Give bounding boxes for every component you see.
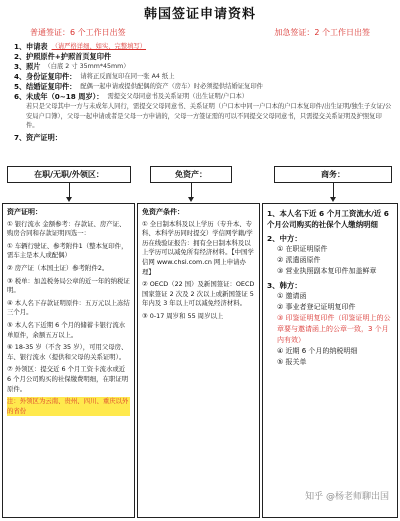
- list-item: ① 邀请函: [277, 292, 307, 300]
- requirement-number: 4、: [14, 72, 27, 81]
- express-visa-note: 加急签证：2 个工作日出签: [274, 28, 370, 37]
- requirement-desc: （请严格详细、如实、完整填写）: [51, 43, 147, 50]
- panel-heading: 免资产条件：: [142, 208, 184, 216]
- minor-note: 若只是父母其中一方与未成年人同行，需提交父母同意书、关系证明（户口本中同一户口本的户口本复印件/出生证明/独生子女证/公安局户口簿），父母一起申请或者是父母一方申请的，父母一方签证需的可以不同提交父母同意书，只需提交关系证明及护照复印件。: [26, 103, 392, 129]
- list-item: ① 在职证明原件: [277, 245, 328, 253]
- requirement-item: [14, 92, 394, 102]
- requirement-name: 身份证复印件：: [26, 72, 77, 81]
- category-employed: 在职/无职/外领区：: [7, 166, 131, 183]
- employed-panel: [2, 203, 135, 518]
- requirement-item: [14, 82, 394, 92]
- requirement-number: 1、: [14, 42, 27, 51]
- requirement-name: 未成年（0~18 周岁）：: [26, 92, 104, 101]
- list-item: ⑥ 18-35 岁（不含 35 岁），可用父母房、车、银行流水（提供和父母的关系证明）。: [7, 343, 128, 361]
- requirement-desc: 需提交父母同意书及关系证明（出生证明/户口本）: [107, 93, 249, 100]
- list-item: ④ 本人名下存款证明原件：五万元以上冻结三个月。: [7, 298, 130, 317]
- requirement-number: 6、: [14, 92, 27, 101]
- list-item: ③ 营业执照副本复印件加盖鲜章: [277, 267, 377, 275]
- requirement-number: 3、: [14, 62, 27, 71]
- arrow-down-icon: [330, 197, 336, 202]
- watermark: 知乎 @杨老师聊出国: [302, 488, 392, 503]
- list-item: ⑤ 报关单: [277, 358, 307, 366]
- category-business: 商务：: [274, 166, 392, 183]
- list-item: ① 全日制本科及以上学历（专升本、专科、本科学历同时提交）学信网学籍/学历在线验证报告：拥有全日制本科及以上学历可以减免所有经济材料。【中国学信网 www.chsi.com.cn 网上申请办理】: [142, 219, 254, 276]
- business-intro: 1、本人名下近 6 个月工资流水/近 6 个月公司购买的社保个人缴纳明细: [267, 209, 389, 229]
- requirement-item: [14, 133, 394, 143]
- requirement-desc: 配偶一起申请或提供配偶的资产（房车）时必须提供结婚证复印件: [80, 83, 263, 90]
- requirement-desc: 请将正反面复印在同一张 A4 纸上: [80, 73, 175, 80]
- category-exempt: 免资产：: [150, 166, 232, 183]
- list-item: ② 房产证（本国土证）参考附件2。: [7, 263, 109, 272]
- connector-line: [191, 183, 192, 197]
- requirement-number: 2、: [14, 52, 27, 61]
- requirement-name: 照片: [26, 62, 41, 71]
- connector-line: [69, 183, 70, 197]
- requirement-item: [14, 52, 394, 62]
- list-item: ② 派遣函原件: [277, 256, 321, 264]
- requirement-item: [14, 42, 394, 52]
- list-item: ① 车辆行驶证、参考附件1（整本复印件，需车主是本人或配偶）: [7, 241, 128, 260]
- normal-visa-note: 普通签证：6 个工作日出签: [30, 28, 126, 37]
- requirements-list: [14, 42, 394, 143]
- connector-line: [333, 183, 334, 197]
- requirement-number: 7、: [14, 132, 27, 142]
- list-item: ① 银行流水 金额参考：存款证、房产证、购房合同和存款证明四选一：: [7, 219, 126, 238]
- china-side-heading: 2、中方：: [267, 234, 302, 243]
- panel-footnote: 注：外领区为云南、贵州、四川、重庆以外的省份: [7, 397, 129, 415]
- requirement-item: [14, 62, 394, 72]
- list-item: ⑦ 外领区：提交近 6 个月工资卡流水或近 6 个月公司购买的社保缴费明细，在职证明原件。: [7, 365, 129, 393]
- arrow-down-icon: [188, 197, 194, 202]
- page-title: 韩国签证申请资料: [143, 7, 256, 22]
- exempt-panel: [137, 203, 260, 518]
- business-panel: [262, 203, 398, 518]
- list-item: ⑤ 本人名下近期 6 个月的储蓄卡银行流水单原件，余额五万以上。: [7, 320, 126, 339]
- panel-heading: 资产证明：: [7, 208, 42, 216]
- list-item: ② OECD（22 国）及新国签证：OECD国家签证 2 次及 2 次以上或新国签证 5 年内及 3 年以上可以减免经济材料。: [142, 280, 255, 308]
- list-item: ③ 印鉴证明复印件（印鉴证明上的公章要与邀请函上的公章一致，3 个月内有效）: [277, 314, 391, 344]
- arrow-down-icon: [66, 197, 72, 202]
- requirement-item: [14, 72, 394, 82]
- list-item: ③ 0-17 周岁和 55 周岁以上: [142, 311, 224, 320]
- requirement-name: 资产证明：: [26, 132, 62, 142]
- requirement-name: 结婚证复印件：: [26, 82, 77, 91]
- requirement-name: 申请表: [26, 42, 48, 51]
- requirement-name: 护照原件+护照首页复印件: [26, 52, 112, 61]
- list-item: ④ 近期 6 个月的纳税明细: [277, 347, 358, 355]
- list-item: ② 事业者登记证明复印件: [277, 303, 356, 311]
- requirement-desc: （白底 2 寸 35mm*45mm）: [44, 63, 130, 70]
- korea-side-heading: 3、韩方：: [267, 281, 302, 290]
- list-item: ③ 税单：加盖税务局公章的近一年的纳税证明。: [7, 276, 130, 295]
- requirement-number: 5、: [14, 82, 27, 91]
